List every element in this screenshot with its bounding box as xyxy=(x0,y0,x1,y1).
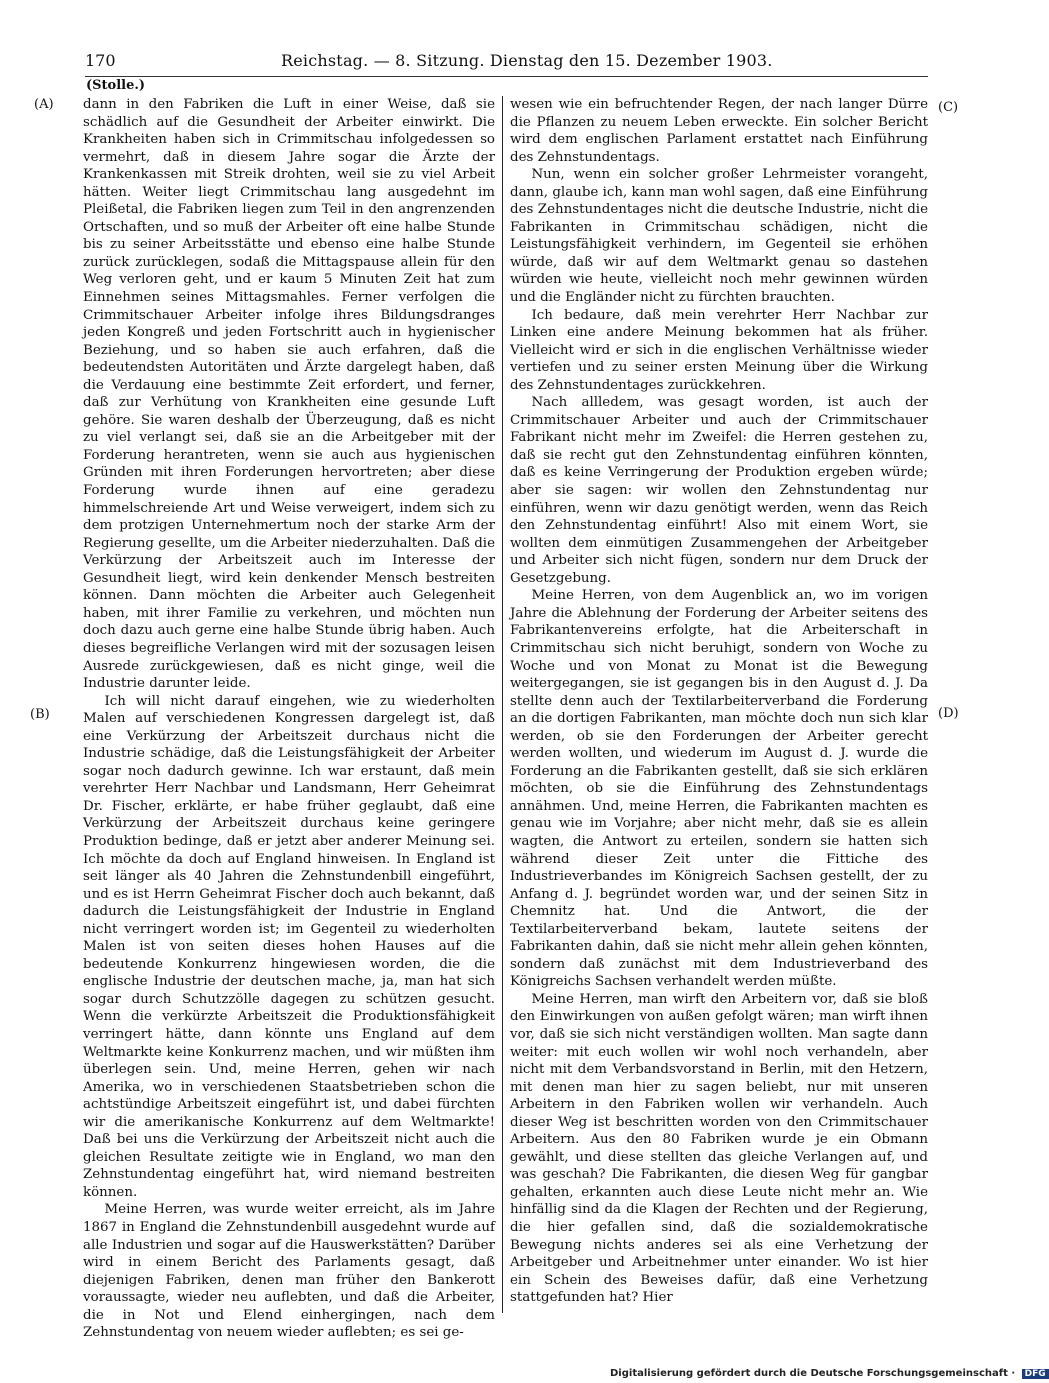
paragraph: Ich bedaure, daß mein verehrter Herr Nachbar zur Linken eine andere Meinung bekommen hat als früher. Vielleicht wird er sich in die englischen Verhältnisse wieder vertiefen und zu seiner ersten Meinung über die Wirkung des Zehnstundentages zurückkehren. xyxy=(510,307,928,393)
margin-marker-b: (B) xyxy=(30,707,50,722)
running-title: Reichstag. — 8. Sitzung. Dienstag den 15. Dezember 1903. xyxy=(281,51,773,70)
page-number: 170 xyxy=(85,51,116,70)
paragraph: Nun, wenn ein solcher großer Lehrmeister vorangeht, dann, glaube ich, kann man wohl sagen, daß eine Einführung des Zehnstundentages nicht die deutsche Industrie, nicht die Fabrikanten in Crimmitschau schädigen, nicht die Leistungsfähigkeit verhindern, im Gegenteil sie erhöhen würde, daß wir auf dem Weltmarkt genau so dastehen würden wie heute, vielleicht noch mehr gewinnen würden und die Engländer nicht zu fürchten brauchten. xyxy=(510,167,928,306)
paragraph: Meine Herren, von dem Augenblick an, wo im vorigen Jahre die Ablehnung der Forderung der Arbeiter seitens des Fabrikantenvereins erfolgte, hat die Arbeiterschaft in Crimmitschau sich nicht beruhigt, sondern von Woche zu Woche und von Monat zu Monat ist die Bewegung weitergegangen, sie ist gegangen bis in den August d. J. Da stellte denn auch der Textilarbeiterverband die Forderung an die dortigen Fabrikanten, man möchte doch nun sich klar werden, ob sie den Forderungen der Arbeiter gerecht werden wollten, und wiederum im August d. J. wurde die Forderung an die Fabrikanten gestellt, daß sie sich erklären möchten, ob sie die Einführung des Zehnstundentags annähmen. Und, meine Herren, die Fabrikanten machten es genau wie im Vorjahre; aber nicht mehr, daß sie es allein wagten, die Antwort zu erteilen, sondern sie hatten sich während dieser Zeit unter die Fittiche des Industrieverbandes im Königreich Sachsen gestellt, der zu Anfang d. J. begründet worden war, und der seinen Sitz in Chemnitz hat. Und die Antwort, die der Textilarbeiterverband bekam, lautete seitens der Fabrikanten dahin, daß sie nicht mehr allein gehen könnten, sondern daß zunächst mit dem Industrieverband des Königreichs Sachsen verhandelt werden müßte. xyxy=(510,588,928,990)
right-column xyxy=(510,96,928,1307)
column-divider xyxy=(502,96,503,1313)
paragraph: dann in den Fabriken die Luft in einer Weise, daß sie schädlich auf die Gesundheit der Arbeiter einwirkt. Die Krankheiten haben sich in Crimmitschau infolgedessen so vermehrt, daß in diesem Jahre sogar die Ärzte der Krankenkassen mit Streik drohten, weil sie zu viel Arbeit hätten. Weiter liegt Crimmitschau lang ausgedehnt im Pleißetal, die Fabriken liegen zum Teil in den angrenzenden Ortschaften, und so muß der Arbeiter oft eine halbe Stunde bis zu seiner Arbeitsstätte und ebenso eine halbe Stunde zurück zurücklegen, sodaß die Mittagspause allein für den Weg verloren geht, und er kaum 5 Minuten Zeit hat zum Einnehmen seines Mittagsmahles. Ferner verfolgen die Crimmitschauer Arbeiter infolge ihres Bildungsdranges jeden Kongreß und jeden Fortschritt auch in hygienischer Beziehung, und so haben sie auch erfahren, daß die bedeutendsten Autoritäten und Ärzte dargelegt haben, daß die Verdauung eine bestimmte Zeit erfordert, und ferner, daß zur Verhütung von Krankheiten eine gesunde Luft gehöre. Sie waren deshalb der Überzeugung, daß es nicht zu viel verlangt sei, daß sie an die Arbeitgeber mit der Forderung herantreten, wenn sie auch aus hygienischen Gründen mit ihren Forderungen hervortreten; aber diese Forderung wurde ihnen auf eine geradezu himmelschreiende Art und Weise verweigert, indem sich zu dem protzigen Unternehmertum noch der starke Arm der Regierung gesellte, um die Arbeiter niederzuhalten. Daß die Verkürzung der Arbeitszeit auch im Interesse der Gesundheit liegt, wird kein denkender Mensch bestreiten können. Dann möchten die Arbeiter auch Gelegenheit haben, mit ihrer Familie zu verkehren, und möchten nun doch dazu auch gerne eine halbe Stunde übrig haben. Auch dieses begreifliche Verlangen wird mit der sozusagen leisen Ausrede zurückgewiesen, daß es nicht ginge, weil die Industrie darunter leide. xyxy=(83,97,495,692)
margin-marker-c: (C) xyxy=(938,100,959,115)
footer-text: Digitalisierung gefördert durch die Deutsche Forschungsgemeinschaft · xyxy=(610,1368,1016,1379)
margin-marker-a: (A) xyxy=(34,97,54,112)
paragraph: Ich will nicht darauf eingehen, wie zu wiederholten Malen auf verschiedenen Kongressen dargelegt ist, daß eine Verkürzung der Arbeitszeit durchaus nicht die Industrie schädige, daß die Leistungsfähigkeit der Arbeiter sogar noch dadurch gewinne. Ich war erstaunt, daß mein verehrter Herr Nachbar und Landsmann, Herr Geheimrat Dr. Fischer, erklärte, er habe früher geglaubt, daß eine Verkürzung der Arbeitszeit durchaus keine geringere Produktion bedinge, daß er jetzt aber anderer Meinung sei. Ich möchte da doch auf England hinweisen. In England ist seit länger als 40 Jahren die Zehnstundenbill eingeführt, und es ist Herrn Geheimrat Fischer doch auch bekannt, daß dadurch die Leistungsfähigkeit der Industrie in England nicht verringert worden ist; im Gegenteil zu wiederholten Malen ist von seiten dieses hohen Hauses auf die bedeutende Konkurrenz hingewiesen worden, die die englische Industrie der deutschen mache, ja, man hat sich sogar durch Schutzzölle dagegen zu schützen gesucht. Wenn die verkürzte Arbeitszeit die Produktionsfähigkeit verringert hätte, dann könnte uns England auf dem Weltmarkte keine Konkurrenz machen, und wir müßten ihm überlegen sein. Und, meine Herren, gehen wir nach Amerika, wo in verschiedenen Staatsbetrieben schon die achtstündige Arbeitszeit eingeführt ist, und dabei fürchten wir die amerikanische Konkurrenz auf dem Weltmarkte! Daß bei uns die Verkürzung der Arbeitszeit nicht auch die gleichen Resultate zeitigte wie in England, wo man den Zehnstundentag eingeführt hat, wird niemand bestreiten können. xyxy=(83,693,495,1200)
page-header xyxy=(85,51,928,73)
header-rule xyxy=(85,76,928,77)
footer-credit xyxy=(610,1368,1049,1379)
paragraph: Nach allledem, was gesagt worden, ist auch der Crimmitschauer Arbeiter und auch der Crimmitschauer Fabrikant nicht mehr im Zweifel: die Herren gestehen zu, daß sie recht gut den Zehnstundentag einführen könnten, daß es keine Verringerung der Produktion ergeben würde; aber sie sagen: wir wollen den Zehnstundentag nur einführen, wenn wir dazu genötigt werden, wenn das Reich den Zehnstundentag einführt! Also mit einem Wort, sie wollten dem einmütigen Zusammengehen der Arbeitgeber und Arbeiter sich nicht fügen, sondern nur dem Druck der Gesetzgebung. xyxy=(510,395,928,586)
paragraph: Meine Herren, was wurde weiter erreicht, als im Jahre 1867 in England die Zehnstundenbill ausgedehnt wurde auf alle Industrien und sogar auf die Hauswerkstätten? Darüber wird in einem Bericht des Parlaments gesagt, daß diejenigen Fabriken, denen man früher den Bankerott voraussagte, wieder neu auflebten, und daß die Arbeiter, die in Not und Elend einhergingen, nach dem Zehnstundentag von neuem wieder auflebten; es sei ge- xyxy=(83,1202,495,1341)
left-column xyxy=(83,96,495,1342)
margin-marker-d: (D) xyxy=(938,706,959,721)
speaker-label: (Stolle.) xyxy=(86,78,146,93)
dfg-logo: DFG xyxy=(1022,1369,1049,1379)
paragraph: wesen wie ein befruchtender Regen, der nach langer Dürre die Pflanzen zu neuem Leben erweckte. Ein solcher Bericht wird dem englischen Parlament erstattet nach Einführung des Zehnstundentags. xyxy=(510,97,928,165)
paragraph: Meine Herren, man wirft den Arbeitern vor, daß sie bloß den Einwirkungen von außen gefolgt wären; man wirft ihnen vor, daß sie sich nicht verständigen wollten. Man sagte dann weiter: mit euch wollen wir wohl noch verhandeln, aber nicht mit dem Verbandsvorstand in Berlin, mit den Hetzern, mit denen man hier zu sagen beliebt, nur mit unseren Arbeitern in den Fabriken wollen wir verhandeln. Auch dieser Weg ist beschritten worden von den Crimmitschauer Arbeitern. Aus den 80 Fabriken wurde je ein Obmann gewählt, und diese stellten das gleiche Verlangen auf, und was geschah? Die Fabrikanten, die diesen Weg für gangbar gehalten, erkannten auch diese Leute nicht mehr an. Wie hinfällig sind da die Klagen der Rechten und der Regierung, die hier gefallen sind, daß die sozialdemokratische Bewegung nichts anderes sei als eine Verhetzung der Arbeitgeber und Arbeitnehmer unter einander. Wo ist hier ein Schein des Beweises dafür, daß eine Verhetzung stattgefunden hat? Hier xyxy=(510,991,928,1306)
